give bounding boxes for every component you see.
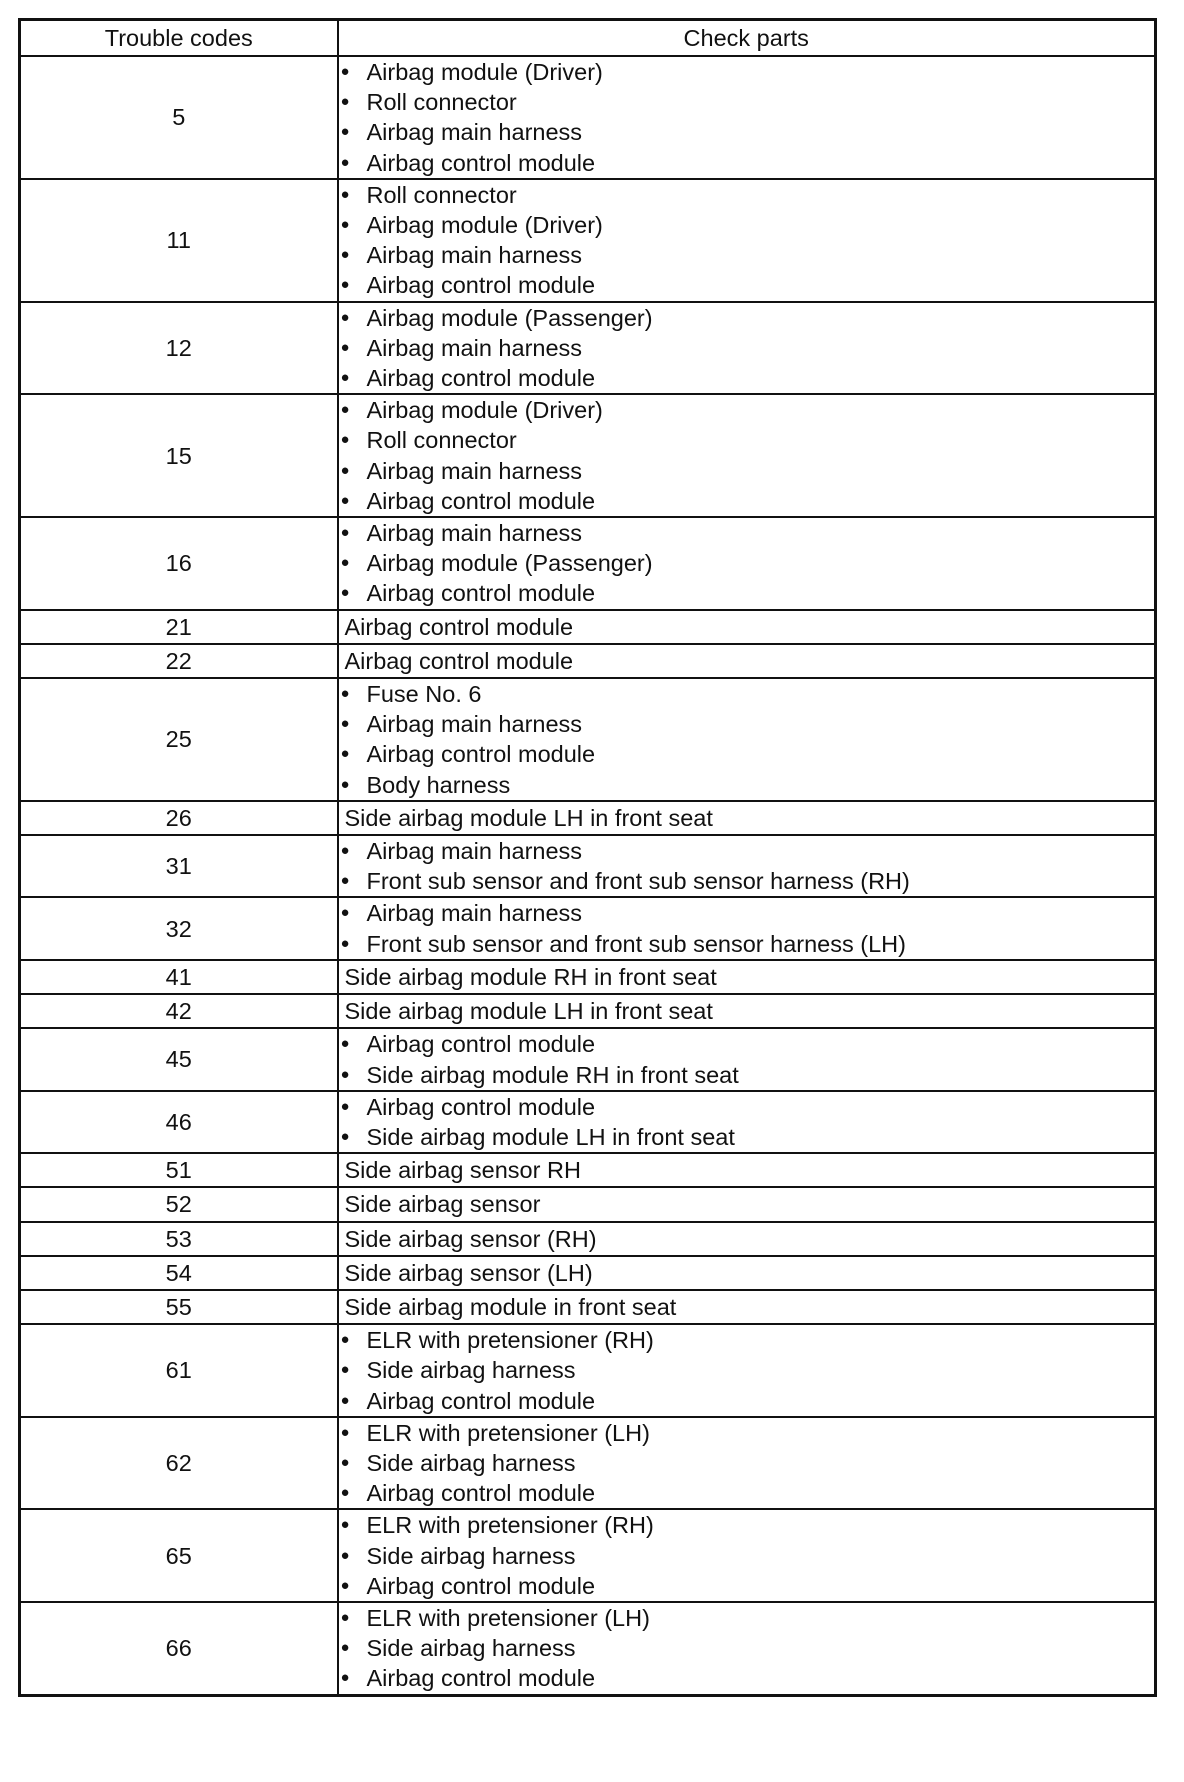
check-part-item: ● Fuse No. 6	[339, 679, 1155, 709]
check-parts-list	[339, 679, 1155, 800]
trouble-code-cell: 62	[20, 1417, 338, 1510]
check-part-item: ● Front sub sensor and front sub sensor harness (LH)	[339, 929, 1155, 959]
table-header-row	[20, 20, 1156, 57]
check-part-item: ● Airbag module (Passenger)	[339, 303, 1155, 333]
check-part-item: ● Airbag module (Driver)	[339, 210, 1155, 240]
check-part-item: ● Side airbag harness	[339, 1541, 1155, 1571]
check-part-item: ● Side airbag harness	[339, 1355, 1155, 1385]
table-row	[20, 1290, 1156, 1324]
check-part-item: ● Airbag control module	[339, 1029, 1155, 1059]
table-row	[20, 1153, 1156, 1187]
check-part-item: ● Airbag control module	[339, 270, 1155, 300]
table-row	[20, 1222, 1156, 1256]
table-row	[20, 960, 1156, 994]
trouble-code-cell: 5	[20, 56, 338, 179]
check-part-item: ● Roll connector	[339, 425, 1155, 455]
check-part-item: ● Airbag main harness	[339, 240, 1155, 270]
table-row	[20, 1187, 1156, 1221]
trouble-code-cell: 15	[20, 394, 338, 517]
check-parts-cell	[338, 1091, 1156, 1153]
check-parts-list	[339, 1510, 1155, 1601]
trouble-code-cell: 65	[20, 1509, 338, 1602]
table-row	[20, 1028, 1156, 1090]
trouble-code-cell: 61	[20, 1324, 338, 1417]
check-part-item: ● Airbag main harness	[339, 456, 1155, 486]
check-part-item: ● Airbag control module	[339, 486, 1155, 516]
header-check-parts: Check parts	[338, 20, 1156, 57]
trouble-code-cell: 42	[20, 994, 338, 1028]
check-part-item: ● Airbag control module	[339, 363, 1155, 393]
check-parts-list	[339, 1603, 1155, 1694]
check-parts-list	[339, 1029, 1155, 1089]
table-row	[20, 394, 1156, 517]
check-parts-list	[339, 1325, 1155, 1416]
check-part-item: ● Body harness	[339, 770, 1155, 800]
check-part-item: ● Roll connector	[339, 87, 1155, 117]
table-row	[20, 644, 1156, 678]
check-parts-cell	[338, 1602, 1156, 1695]
table-row	[20, 897, 1156, 959]
table-row	[20, 835, 1156, 897]
check-part-item: ● Airbag main harness	[339, 709, 1155, 739]
check-parts-list	[339, 836, 1155, 896]
check-part-item: ● Airbag control module	[339, 1386, 1155, 1416]
trouble-codes-table	[18, 18, 1157, 1697]
check-part-item: ● Side airbag harness	[339, 1633, 1155, 1663]
table-row	[20, 994, 1156, 1028]
table-row	[20, 56, 1156, 179]
check-part-item: ● Airbag control module	[339, 1478, 1155, 1508]
check-parts-list	[339, 180, 1155, 301]
check-parts-cell: Side airbag module in front seat	[338, 1290, 1156, 1324]
trouble-code-cell: 45	[20, 1028, 338, 1090]
check-parts-cell	[338, 678, 1156, 801]
check-part-item: ● Airbag control module	[339, 739, 1155, 769]
table-body	[20, 56, 1156, 1695]
check-parts-list	[339, 1092, 1155, 1152]
table-row	[20, 1256, 1156, 1290]
trouble-code-cell: 66	[20, 1602, 338, 1695]
trouble-code-cell: 31	[20, 835, 338, 897]
check-part-item: ● ELR with pretensioner (LH)	[339, 1418, 1155, 1448]
check-part-item: ● Airbag control module	[339, 1092, 1155, 1122]
check-parts-cell	[338, 56, 1156, 179]
check-parts-cell: Side airbag module RH in front seat	[338, 960, 1156, 994]
trouble-code-cell: 12	[20, 302, 338, 395]
check-parts-cell	[338, 179, 1156, 302]
table-row	[20, 1602, 1156, 1695]
check-part-item: ● Airbag control module	[339, 148, 1155, 178]
check-parts-cell: Side airbag sensor RH	[338, 1153, 1156, 1187]
trouble-code-cell: 55	[20, 1290, 338, 1324]
check-parts-list	[339, 898, 1155, 958]
check-parts-cell	[338, 835, 1156, 897]
check-parts-cell: Side airbag sensor (RH)	[338, 1222, 1156, 1256]
check-part-item: ● Side airbag module LH in front seat	[339, 1122, 1155, 1152]
table-row	[20, 678, 1156, 801]
table-row	[20, 517, 1156, 610]
check-parts-cell: Side airbag sensor	[338, 1187, 1156, 1221]
check-part-item: ● Roll connector	[339, 180, 1155, 210]
check-part-item: ● Side airbag harness	[339, 1448, 1155, 1478]
check-parts-cell	[338, 1324, 1156, 1417]
check-part-item: ● ELR with pretensioner (LH)	[339, 1603, 1155, 1633]
check-parts-cell	[338, 897, 1156, 959]
check-part-item: ● Airbag control module	[339, 1571, 1155, 1601]
trouble-code-cell: 52	[20, 1187, 338, 1221]
check-parts-list	[339, 518, 1155, 609]
trouble-code-cell: 25	[20, 678, 338, 801]
trouble-code-cell: 21	[20, 610, 338, 644]
check-part-item: ● ELR with pretensioner (RH)	[339, 1325, 1155, 1355]
table-row	[20, 1509, 1156, 1602]
trouble-code-cell: 22	[20, 644, 338, 678]
check-part-item: ● Airbag main harness	[339, 898, 1155, 928]
check-part-item: ● Airbag module (Driver)	[339, 395, 1155, 425]
check-parts-cell	[338, 302, 1156, 395]
check-parts-list	[339, 1418, 1155, 1509]
check-parts-cell: Airbag control module	[338, 644, 1156, 678]
table-row	[20, 1324, 1156, 1417]
table-row	[20, 801, 1156, 835]
check-part-item: ● Airbag main harness	[339, 836, 1155, 866]
check-parts-cell	[338, 394, 1156, 517]
check-parts-cell: Side airbag module LH in front seat	[338, 994, 1156, 1028]
table-row	[20, 179, 1156, 302]
check-part-item: ● Airbag module (Passenger)	[339, 548, 1155, 578]
check-parts-cell	[338, 1509, 1156, 1602]
trouble-code-cell: 54	[20, 1256, 338, 1290]
check-part-item: ● Airbag main harness	[339, 333, 1155, 363]
table-row	[20, 1417, 1156, 1510]
document-page	[18, 18, 1154, 1697]
table-row	[20, 610, 1156, 644]
trouble-code-cell: 32	[20, 897, 338, 959]
check-parts-list	[339, 303, 1155, 394]
check-part-item: ● Airbag main harness	[339, 518, 1155, 548]
check-parts-list	[339, 57, 1155, 178]
check-part-item: ● ELR with pretensioner (RH)	[339, 1510, 1155, 1540]
trouble-code-cell: 51	[20, 1153, 338, 1187]
table-row	[20, 1091, 1156, 1153]
trouble-code-cell: 41	[20, 960, 338, 994]
trouble-code-cell: 46	[20, 1091, 338, 1153]
check-part-item: ● Front sub sensor and front sub sensor harness (RH)	[339, 866, 1155, 896]
check-parts-cell: Airbag control module	[338, 610, 1156, 644]
trouble-code-cell: 53	[20, 1222, 338, 1256]
check-parts-cell: Side airbag module LH in front seat	[338, 801, 1156, 835]
check-part-item: ● Side airbag module RH in front seat	[339, 1060, 1155, 1090]
check-parts-cell	[338, 1028, 1156, 1090]
trouble-code-cell: 16	[20, 517, 338, 610]
check-parts-cell	[338, 1417, 1156, 1510]
table-row	[20, 302, 1156, 395]
check-part-item: ● Airbag module (Driver)	[339, 57, 1155, 87]
trouble-code-cell: 11	[20, 179, 338, 302]
check-part-item: ● Airbag control module	[339, 1663, 1155, 1693]
trouble-code-cell: 26	[20, 801, 338, 835]
check-parts-list	[339, 395, 1155, 516]
check-part-item: ● Airbag main harness	[339, 117, 1155, 147]
check-parts-cell: Side airbag sensor (LH)	[338, 1256, 1156, 1290]
check-part-item: ● Airbag control module	[339, 578, 1155, 608]
check-parts-cell	[338, 517, 1156, 610]
header-trouble-codes: Trouble codes	[20, 20, 338, 57]
